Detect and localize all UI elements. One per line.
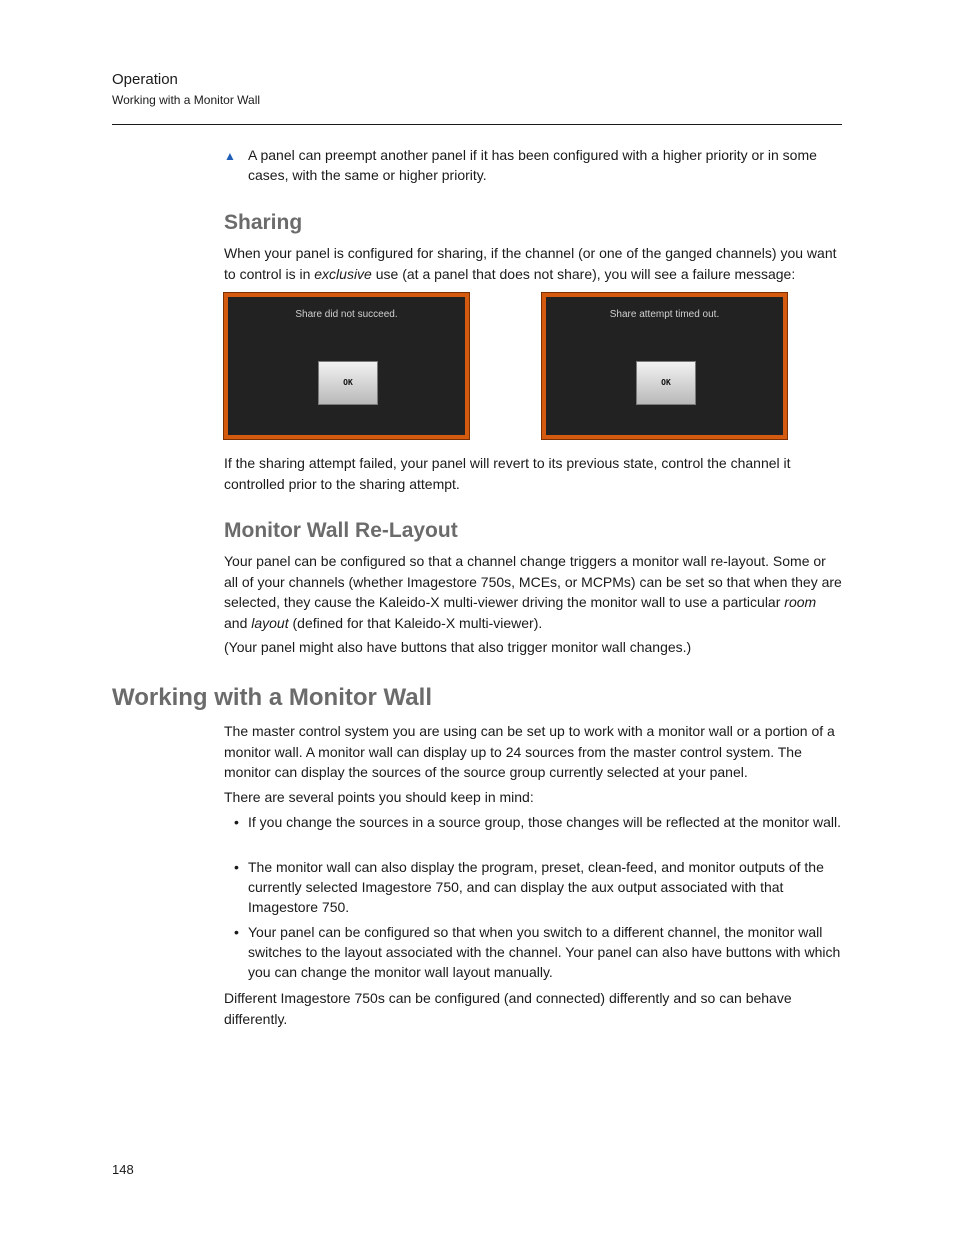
ok-button[interactable]: OK bbox=[318, 361, 378, 405]
bullet-icon: • bbox=[234, 924, 239, 940]
dialog-message: Share attempt timed out. bbox=[609, 309, 720, 320]
relayout-paragraph-1: Your panel can be configured so that a channel change triggers a monitor wall re-layout. Some or all of your channels (whether Imagestore 750s, MCEs, or MCPMs) can be set so that when they are selected, they cause the Kaleido-X multi-viewer driving the monitor wall to use a particular room and layout (defined for that Kaleido-X multi-viewer). bbox=[224, 553, 842, 631]
bullet-icon: • bbox=[234, 814, 239, 830]
monitor-wall-paragraph-1: The master control system you are using can be set up to work with a monitor wall or a portion of a monitor wall. A monitor wall can display up to 24 sources from the master control system. The monitor can display the sources of the source group currently selected at your panel. bbox=[224, 723, 835, 780]
ok-button[interactable]: OK bbox=[636, 361, 696, 405]
relayout-heading: Monitor Wall Re-Layout bbox=[224, 519, 458, 542]
intro-item-text: A panel can preempt another panel if it has been configured with a higher priority or in some cases, with the same or higher priority. bbox=[248, 147, 817, 183]
header-subsection: Working with a Monitor Wall bbox=[112, 93, 261, 107]
list-item: • If you change the sources in a source group, those changes will be reflected at the monitor wall. bbox=[234, 814, 842, 830]
sharing-paragraph-2: If the sharing attempt failed, your panel will revert to its previous state, control the channel it controlled prior to the sharing attempt. bbox=[224, 455, 791, 492]
page-number: 148 bbox=[112, 1162, 134, 1177]
bullet-icon: • bbox=[234, 859, 239, 875]
triangle-up-icon: ▲ bbox=[224, 149, 236, 163]
relayout-paragraph-2: (Your panel might also have buttons that also trigger monitor wall changes.) bbox=[224, 639, 692, 655]
sharing-heading: Sharing bbox=[224, 211, 303, 234]
share-failed-dialog bbox=[224, 293, 469, 439]
header-rule bbox=[112, 124, 842, 125]
sharing-paragraph-1: When your panel is configured for sharing, if the channel (or one of the ganged channels) you want to control is in exclusive use (at a panel that does not share), you will see a failure message: bbox=[224, 245, 837, 282]
monitor-wall-paragraph-2: There are several points you should keep in mind: bbox=[224, 789, 534, 805]
dialog-message: Share did not succeed. bbox=[295, 309, 398, 320]
monitor-wall-paragraph-3: Different Imagestore 750s can be configured (and connected) differently and so can behave differently. bbox=[224, 990, 792, 1027]
list-item: • The monitor wall can also display the program, preset, clean-feed, and monitor outputs of the currently selected Imagestore 750, and can display the aux output associated with that Imagestore 750. bbox=[234, 859, 824, 915]
intro-item bbox=[224, 145, 842, 185]
monitor-wall-heading: Working with a Monitor Wall bbox=[112, 684, 432, 711]
share-timeout-dialog bbox=[542, 293, 787, 439]
header-section: Operation bbox=[112, 71, 178, 88]
list-item: • Your panel can be configured so that when you switch to a different channel, the monitor wall switches to the layout associated with the channel. Your panel can also have buttons with which you can change the monitor wall layout manually. bbox=[234, 924, 841, 980]
